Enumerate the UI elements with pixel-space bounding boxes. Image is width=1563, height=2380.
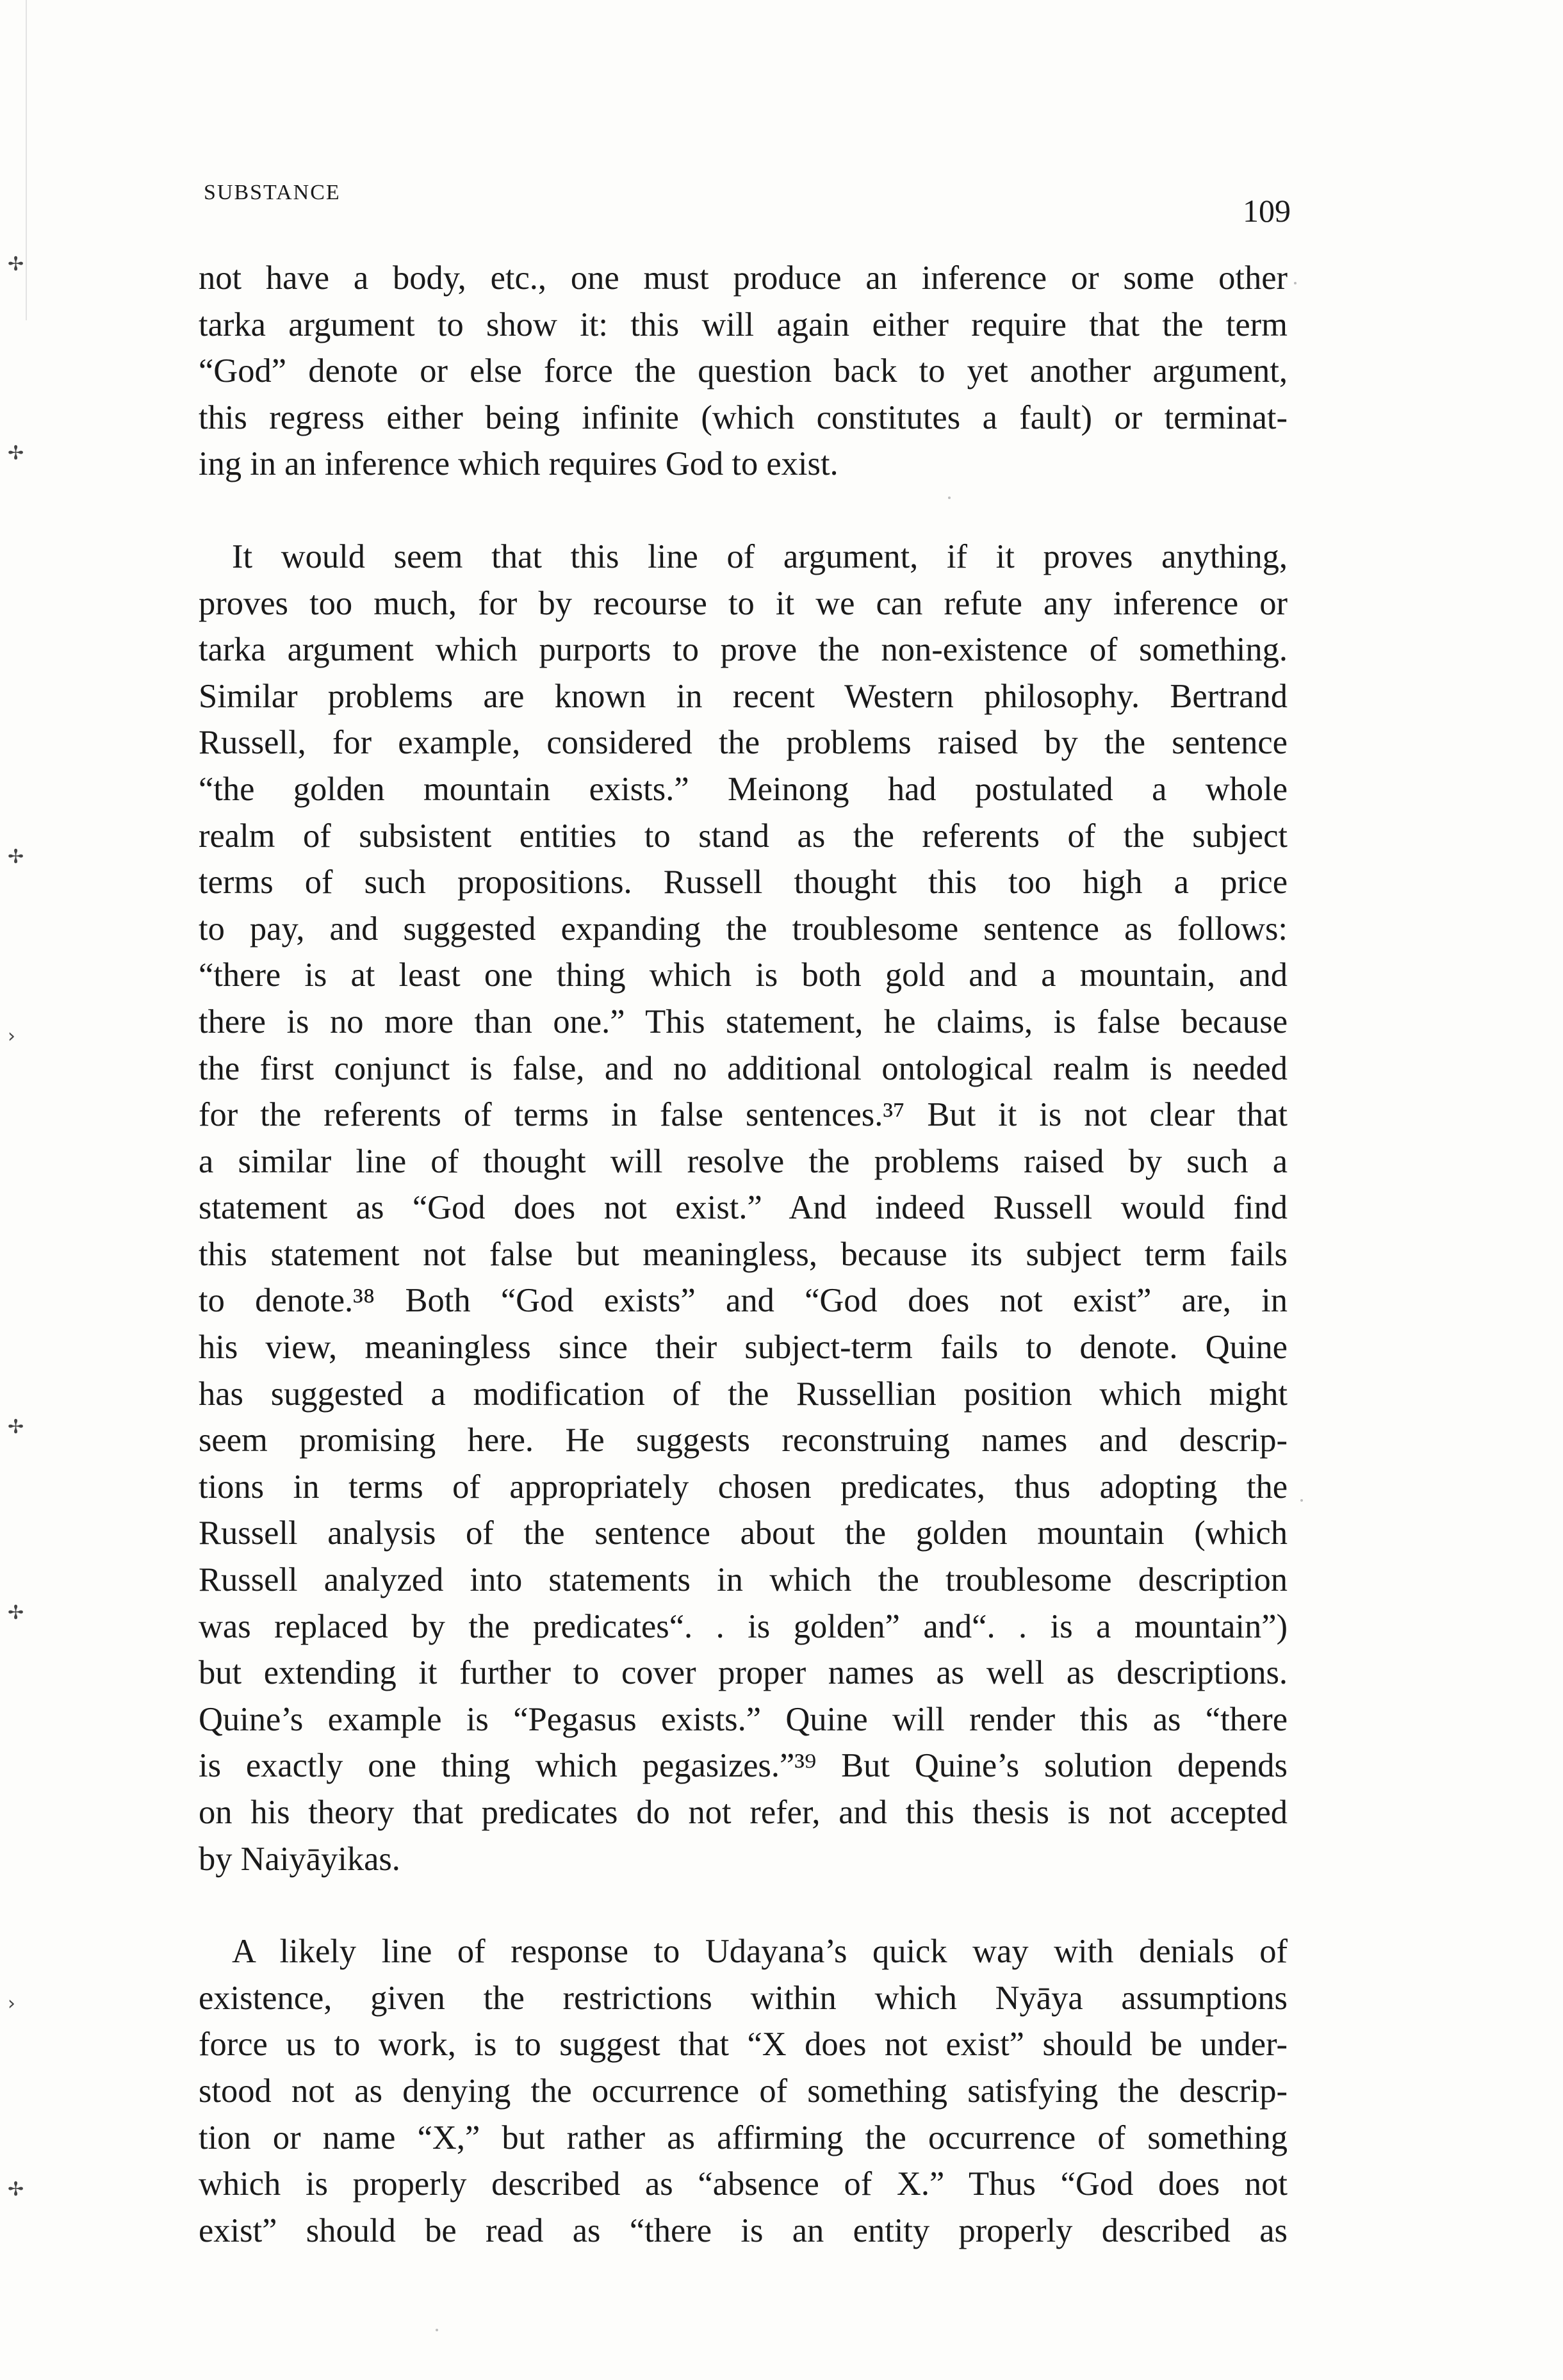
scan-speck xyxy=(1300,1499,1303,1502)
text-line: tarka argument which purports to prove the non-existence of something. xyxy=(199,631,1288,669)
text-line: ing in an inference which requires God to exist. xyxy=(199,445,839,483)
text-line: on his theory that predicates do not refer, and this thesis is not accepted xyxy=(199,1794,1288,1831)
text-line: statement as “God does not exist.” And indeed Russell would find xyxy=(199,1189,1288,1227)
running-head: SUBSTANCE xyxy=(204,181,341,204)
body-text xyxy=(199,255,1288,2254)
text-line: proves too much, for by recourse to it we can refute any inference or xyxy=(199,584,1288,622)
text-line: “the golden mountain exists.” Meinong had postulated a whole xyxy=(199,770,1288,808)
margin-mark: ✢ xyxy=(8,1416,24,1438)
margin-mark: ✢ xyxy=(8,1602,24,1624)
text-line: exist” should be read as “there is an entity properly described as xyxy=(199,2212,1288,2249)
margin-mark: ✢ xyxy=(8,253,24,275)
text-line: tion or name “X,” but rather as affirming the occurrence of something xyxy=(199,2119,1288,2156)
text-line: realm of subsistent entities to stand as the referents of the subject xyxy=(199,817,1288,855)
text-line: seem promising here. He suggests reconstruing names and descrip- xyxy=(199,1422,1288,1459)
text-line: was replaced by the predicates“. . is golden” and“. . is a mountain”) xyxy=(199,1607,1288,1645)
text-line: there is no more than one.” This statement, he claims, is false because xyxy=(199,1003,1288,1040)
text-line: Quine’s example is “Pegasus exists.” Quine will render this as “there xyxy=(199,1700,1288,1738)
text-line: terms of such propositions. Russell thought this too high a price xyxy=(199,864,1288,901)
text-line: Russell analyzed into statements in which the troublesome description xyxy=(199,1561,1288,1599)
text-line: not have a body, etc., one must produce an inference or some other xyxy=(199,259,1288,297)
margin-mark: ✢ xyxy=(8,442,24,464)
text-line: It would seem that this line of argument, if it proves anything, xyxy=(232,538,1288,575)
scan-speck xyxy=(1294,282,1297,284)
text-line: tions in terms of appropriately chosen predicates, thus adopting the xyxy=(199,1468,1288,1506)
text-line: this regress either being infinite (which constitutes a fault) or terminat- xyxy=(199,398,1288,436)
text-line: Russell analysis of the sentence about the golden mountain (which xyxy=(199,1514,1288,1552)
text-line: by Naiyāyikas. xyxy=(199,1840,400,1878)
paragraph xyxy=(199,255,1288,488)
text-line: to denote.³⁸ Both “God exists” and “God does not exist” are, in xyxy=(199,1282,1288,1320)
text-line: this statement not false but meaningless, because its subject term fails xyxy=(199,1235,1288,1273)
text-line: the first conjunct is false, and no additional ontological realm is needed xyxy=(199,1049,1288,1087)
text-line: is exactly one thing which pegasizes.”³⁹ But Quine’s solution depends xyxy=(199,1747,1288,1785)
paragraph xyxy=(199,1928,1288,2254)
page-number: 109 xyxy=(1243,193,1291,229)
text-line: “God” denote or else force the question back to yet another argument, xyxy=(199,352,1288,390)
text-line: A likely line of response to Udayana’s quick way with denials of xyxy=(232,1933,1288,1971)
text-line: for the referents of terms in false sentences.³⁷ But it is not clear that xyxy=(199,1096,1288,1134)
scan-speck xyxy=(436,2329,438,2331)
margin-mark: ✢ xyxy=(8,846,24,868)
text-line: but extending it further to cover proper names as well as descriptions. xyxy=(199,1654,1288,1692)
text-line: force us to work, is to suggest that “X does not exist” should be under- xyxy=(199,2026,1288,2064)
text-line: Similar problems are known in recent Western philosophy. Bertrand xyxy=(199,677,1288,715)
scan-edge xyxy=(26,0,27,320)
paragraph xyxy=(199,534,1288,1882)
text-line: Russell, for example, considered the problems raised by the sentence xyxy=(199,724,1288,762)
margin-mark: › xyxy=(8,1992,15,2015)
text-line: a similar line of thought will resolve the problems raised by such a xyxy=(199,1142,1288,1180)
margin-mark: › xyxy=(8,1025,15,1047)
text-line: to pay, and suggested expanding the troublesome sentence as follows: xyxy=(199,910,1288,948)
text-line: “there is at least one thing which is both gold and a mountain, and xyxy=(199,956,1288,994)
text-line: stood not as denying the occurrence of something satisfying the descrip- xyxy=(199,2072,1288,2110)
text-line: his view, meaningless since their subject-term fails to denote. Quine xyxy=(199,1329,1288,1366)
text-line: tarka argument to show it: this will again either require that the term xyxy=(199,306,1288,343)
text-line: which is properly described as “absence of X.” Thus “God does not xyxy=(199,2165,1288,2203)
margin-mark: ✢ xyxy=(8,2178,24,2201)
text-line: existence, given the restrictions within which Nyāya assumptions xyxy=(199,1979,1288,2017)
text-line: has suggested a modification of the Russellian position which might xyxy=(199,1375,1288,1413)
